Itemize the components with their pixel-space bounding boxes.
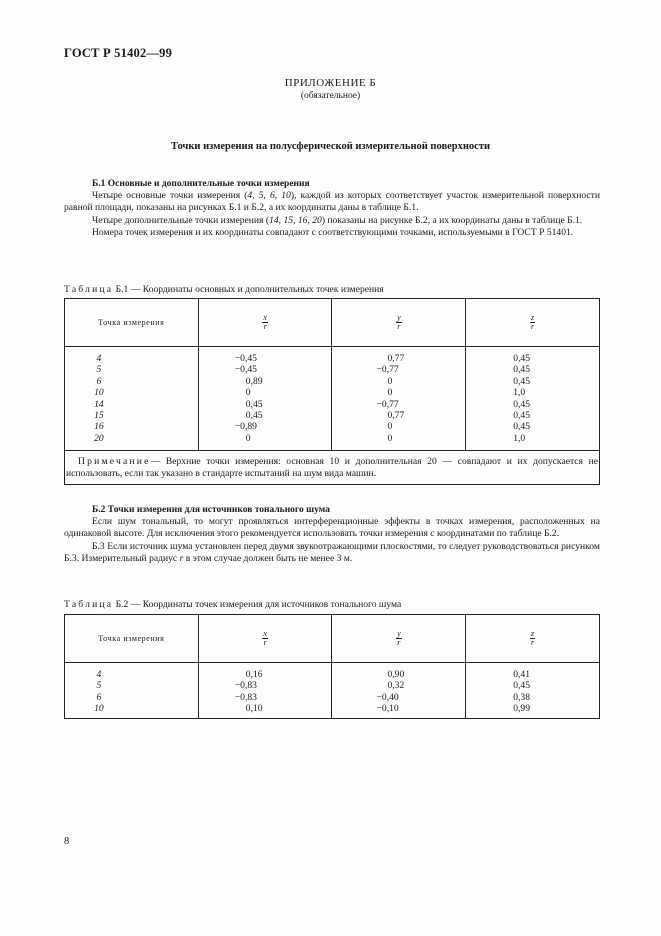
table-cell: 0,77 xyxy=(387,353,405,364)
paragraph-b1-2: Четыре дополнительные точки измерения (14, 15, 16, 20) показаны на рисунке Б.2, а их координаты даны в таблице Б.1. xyxy=(92,214,583,226)
table-cell: −0,77 xyxy=(376,398,399,410)
table-cell: 0 xyxy=(245,432,251,444)
paragraph-b1-3: Номера точек измерения и их координаты совпадают с соответствующими точками, используемыми в ГОСТ Р 51401. xyxy=(92,227,574,239)
table-cell: 0,41 xyxy=(513,669,531,680)
table-b2 xyxy=(64,614,600,719)
table-header-row xyxy=(65,615,600,663)
section-b1-title: Б.1 Основные и дополнительные точки измерения xyxy=(92,179,310,189)
table-cell: 0,90 xyxy=(387,669,405,680)
table-cell: 0,32 xyxy=(387,680,405,692)
table-cell: 1,0 xyxy=(513,387,526,399)
table-cell: 0,77 xyxy=(387,409,405,421)
header-x-over-r: $\frac{x}{r}$ xyxy=(198,615,332,663)
table-cell: 0,45 xyxy=(245,409,263,421)
table-cell: −0,45 xyxy=(234,364,257,376)
table-cell: 10 xyxy=(94,387,104,399)
header-z-over-r: $\frac{z}{r}$ xyxy=(466,299,600,347)
table-cell: −0,45 xyxy=(234,353,257,364)
header-y-over-r: $\frac{y}{r}$ xyxy=(332,615,466,663)
table-cell: 0,99 xyxy=(513,703,531,715)
y-column xyxy=(332,347,466,451)
table-cell: 5 xyxy=(96,680,102,692)
table-cell: 0,45 xyxy=(513,398,531,410)
table-cell: 1,0 xyxy=(513,432,526,444)
table-note: Примечание— Верхние точки измерения: основная 10 и дополнительная 20 — совпадают и их допускается не использовать, если так указано в стандарте испытаний на шум вида машин. xyxy=(65,451,600,485)
section-b1-text xyxy=(64,190,600,240)
header-x-over-r: $\frac{x}{r}$ xyxy=(198,299,332,347)
paragraph-b2-1: Если шум тональный, то могут проявляться интерференционные эффекты в точках измерения, расположенных на одинаковой высоте. Для исключения этого рекомендуется использовать точки измерения с координатами по таблице Б.2. xyxy=(64,516,600,540)
table-cell: 6 xyxy=(96,691,102,703)
table-cell: 16 xyxy=(94,421,104,433)
table-cell: 0,16 xyxy=(245,669,263,680)
section-b2-text xyxy=(64,516,600,566)
table-cell: −0,89 xyxy=(234,421,257,433)
table-cell: 5 xyxy=(96,364,102,376)
table-header-row xyxy=(65,299,600,347)
appendix-subtitle: (обязательное) xyxy=(300,91,361,101)
table-cell: 0,45 xyxy=(513,364,531,376)
table-body-row xyxy=(65,347,600,451)
appendix-title: ПРИЛОЖЕНИЕ Б xyxy=(284,77,377,89)
table-note-row xyxy=(65,451,600,485)
points-column xyxy=(65,347,199,451)
table-cell: −0,83 xyxy=(234,691,257,703)
table-cell: 15 xyxy=(94,409,104,421)
x-column xyxy=(198,347,332,451)
y-column xyxy=(332,663,466,719)
table-cell: −0,10 xyxy=(376,703,399,715)
table-cell: 0,38 xyxy=(513,691,531,703)
paragraph-b3: Б.3 Если источник шума установлен перед двумя звукоотражающими плоскостями, то следует руководствоваться рисунком Б.3. Измерительный радиус r в этом случае должен быть не менее 3 м. xyxy=(64,540,600,565)
header-point: Точка измерения xyxy=(65,615,199,663)
z-column xyxy=(466,347,600,451)
table-cell: 0 xyxy=(387,421,393,433)
z-column xyxy=(466,663,600,719)
table-cell: 0,10 xyxy=(245,703,263,715)
main-heading: Точки измерения на полусферической измерительной поверхности xyxy=(170,141,491,152)
table-cell: 0 xyxy=(387,432,393,444)
header-point: Точка измерения xyxy=(65,299,199,347)
table-cell: −0,40 xyxy=(376,691,399,703)
table-cell: 20 xyxy=(94,432,104,444)
table-cell: 0 xyxy=(245,387,251,399)
table1-caption: Таблица Б.1 — Координаты основных и дополнительных точек измерения xyxy=(64,284,384,295)
page-number: 8 xyxy=(64,836,70,847)
table-cell: 0,45 xyxy=(245,398,263,410)
table-cell: 4 xyxy=(96,669,102,680)
table-cell: 4 xyxy=(96,353,102,364)
table-cell: 0,45 xyxy=(513,375,531,387)
table-cell: 0 xyxy=(387,375,393,387)
table-cell: 0,89 xyxy=(245,375,263,387)
table-cell: −0,77 xyxy=(376,364,399,376)
header-y-over-r: $\frac{y}{r}$ xyxy=(332,299,466,347)
table-cell: 0,45 xyxy=(513,680,531,692)
x-column xyxy=(198,663,332,719)
section-b2-title: Б.2 Точки измерения для источников тонального шума xyxy=(92,505,330,515)
table-b1 xyxy=(64,298,600,485)
document-code: ГОСТ Р 51402—99 xyxy=(64,46,173,60)
table-cell: 14 xyxy=(94,398,104,410)
paragraph-b1-1: Четыре основные точки измерения (4, 5, 6, 10), каждой из которых соответствует участок измерительной поверхности равной площади, показаны на рисунках Б.1 и Б.2, а их координаты даны в таблице Б.1. xyxy=(64,190,601,214)
table-cell: 0 xyxy=(387,387,393,399)
table-cell: 0,45 xyxy=(513,409,531,421)
table-body-row xyxy=(65,663,600,719)
table-cell: −0,83 xyxy=(234,680,257,692)
header-z-over-r: $\frac{z}{r}$ xyxy=(466,615,600,663)
table2-caption: Таблица Б.2 — Координаты точек измерения для источников тонального шума xyxy=(64,599,402,610)
table-cell: 6 xyxy=(96,375,102,387)
table-cell: 10 xyxy=(94,703,104,715)
table-cell: 0,45 xyxy=(513,421,531,433)
points-column xyxy=(65,663,199,719)
table-cell: 0,45 xyxy=(513,353,531,364)
